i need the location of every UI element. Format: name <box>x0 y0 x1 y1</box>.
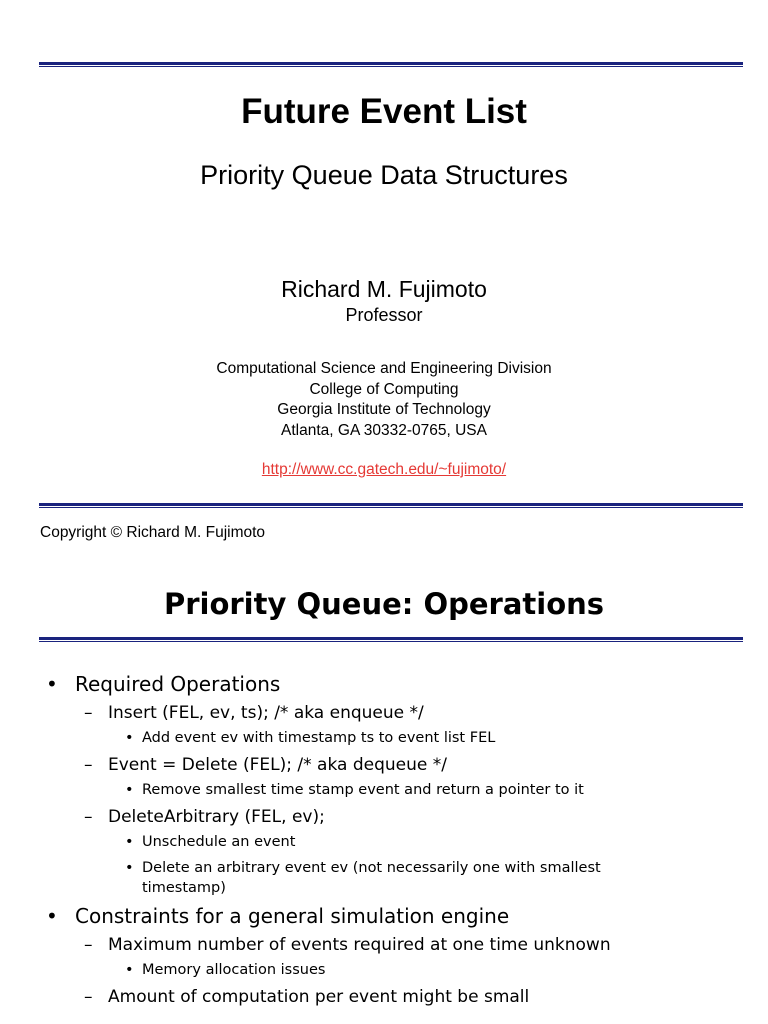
homepage-link-text[interactable]: http://www.cc.gatech.edu/~fujimoto/ <box>261 461 507 478</box>
affiliation-line: College of Computing <box>309 380 459 398</box>
author-name: Richard M. Fujimoto <box>281 276 487 302</box>
operations-divider <box>39 637 743 642</box>
homepage-link[interactable] <box>0 461 768 479</box>
list-item <box>0 668 768 700</box>
affiliation <box>0 359 768 441</box>
list-item <box>0 856 768 900</box>
list-item <box>0 830 768 856</box>
middle-divider <box>39 503 743 508</box>
list-item <box>0 804 768 830</box>
list-item-text: Add event ev with timestamp ts to event list FEL <box>142 730 496 746</box>
dash-icon: – <box>84 807 93 827</box>
copyright-notice: Copyright © Richard M. Fujimoto <box>40 524 266 541</box>
bullet-icon: • <box>46 904 58 928</box>
bullet-icon: • <box>46 672 58 696</box>
list-item-text: Required Operations <box>75 672 281 696</box>
bullet-icon: • <box>125 730 134 746</box>
bullet-list <box>0 668 768 1010</box>
affiliation-line: Georgia Institute of Technology <box>277 401 491 418</box>
dash-icon: – <box>84 935 93 955</box>
list-item-text: Delete an arbitrary event ev (not necessarily one with smallest timestamp) <box>142 860 601 896</box>
affiliation-line: Atlanta, GA 30332-0765, USA <box>281 421 487 439</box>
list-item-text: Insert (FEL, ev, ts); /* aka enqueue */ <box>108 703 424 723</box>
list-item <box>0 778 768 804</box>
author-role: Professor <box>345 305 423 325</box>
bullet-icon: • <box>125 860 134 876</box>
list-item <box>0 900 768 932</box>
affiliation-line: Computational Science and Engineering Division <box>216 360 552 377</box>
list-item-text: DeleteArbitrary (FEL, ev); <box>108 807 325 827</box>
list-item <box>0 700 768 726</box>
slide-title: Future Event List <box>241 92 527 131</box>
dash-icon: – <box>84 703 93 723</box>
operations-title: Priority Queue: Operations <box>163 587 605 621</box>
list-item <box>0 752 768 778</box>
top-divider <box>39 62 743 67</box>
bullet-icon: • <box>125 834 134 850</box>
dash-icon: – <box>84 987 93 1007</box>
list-item <box>0 932 768 958</box>
list-item-text: Memory allocation issues <box>142 962 326 978</box>
list-item-text: Amount of computation per event might be small <box>108 987 530 1007</box>
list-item <box>0 958 768 984</box>
bullet-icon: • <box>125 782 134 798</box>
list-item <box>0 984 768 1010</box>
slide-subtitle: Priority Queue Data Structures <box>200 160 568 190</box>
bullet-icon: • <box>125 962 134 978</box>
list-item-text: Unschedule an event <box>142 834 296 850</box>
list-item-text: Constraints for a general simulation engine <box>75 904 510 928</box>
list-item-text: Maximum number of events required at one time unknown <box>108 935 611 955</box>
list-item-text: Remove smallest time stamp event and return a pointer to it <box>142 782 584 798</box>
list-item <box>0 726 768 752</box>
dash-icon: – <box>84 755 93 775</box>
list-item-text: Event = Delete (FEL); /* aka dequeue */ <box>108 755 447 775</box>
